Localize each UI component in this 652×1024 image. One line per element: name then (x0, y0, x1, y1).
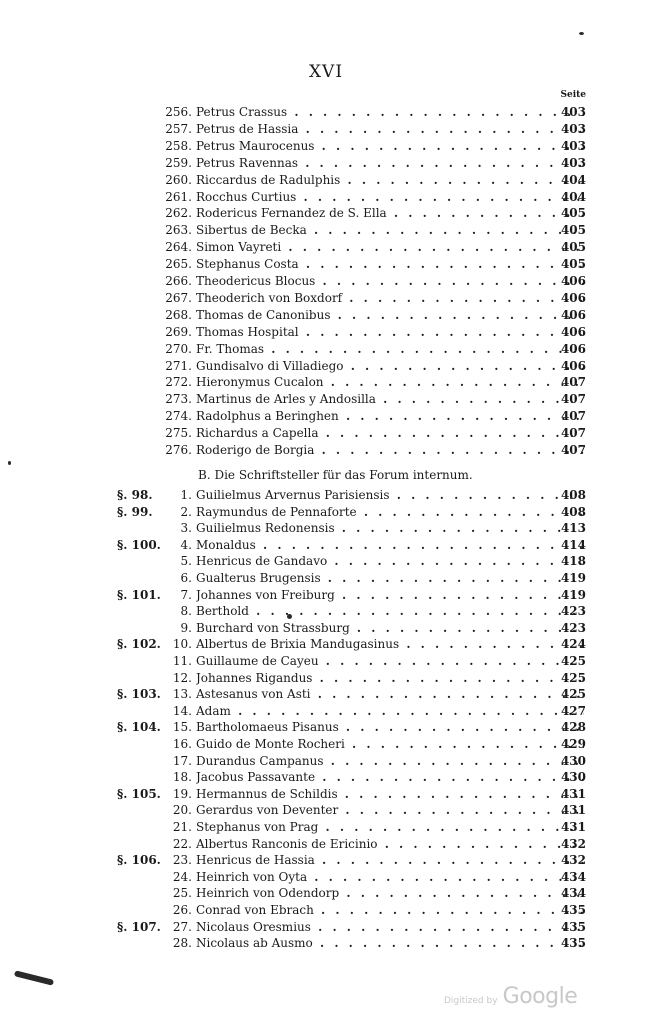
author-name: Stephanus von Prag . . . (196, 819, 584, 836)
author-name: Petrus de Hassia . . . (196, 121, 584, 138)
toc-entry (0, 653, 652, 670)
author-name: Theoderich von Boxdorf . . . (196, 290, 584, 307)
ink-smudge (14, 970, 54, 985)
author-name: Bartholomaeus Pisanus . . . (196, 719, 584, 736)
section-mark: §. 101. (117, 587, 161, 602)
toc-entry (0, 121, 652, 138)
author-name: Heinrich von Odendorp . . . (196, 885, 584, 902)
page-ref: 408 (560, 488, 586, 502)
page-ref: 406 (560, 324, 586, 339)
page-ref: 434 (560, 869, 586, 884)
entry-number: 273. (165, 392, 192, 407)
page-ref: 435 (560, 936, 586, 951)
toc-entry (0, 570, 652, 587)
page-ref: 430 (560, 770, 586, 785)
entry-number: 10. (172, 637, 192, 652)
entry-number: 25. (172, 886, 192, 901)
toc-entry (0, 819, 652, 836)
entry-number: 22. (172, 836, 192, 851)
author-name: Rocchus Curtius . . . (196, 189, 584, 206)
toc-entry (0, 719, 652, 736)
author-name: Johannes von Freiburg . . . (196, 587, 584, 604)
entry-number: 5. (180, 554, 192, 569)
ink-speck (579, 32, 584, 35)
page-ref: 430 (560, 753, 586, 768)
ink-speck (287, 614, 292, 619)
entry-number: 4. (180, 537, 192, 552)
author-name: Albertus Ranconis de Ericinio . . . (196, 836, 584, 853)
author-name: Heinrich von Oyta . . . (196, 869, 584, 886)
page-ref: 406 (560, 307, 586, 322)
page-ref: 407 (560, 409, 586, 424)
toc-entry (0, 686, 652, 703)
entry-number: 12. (172, 670, 192, 685)
page-ref: 407 (560, 443, 586, 457)
author-name: Simon Vayreti . . . (196, 239, 584, 256)
page-ref: 435 (560, 919, 586, 934)
entry-number: 23. (172, 853, 192, 868)
toc-entry (0, 504, 652, 521)
toc-entry (0, 902, 652, 919)
entry-number: 263. (165, 223, 192, 238)
page-ref: 403 (560, 121, 586, 136)
page-ref: 413 (560, 521, 586, 536)
toc-entry (0, 802, 652, 819)
entry-number: 26. (172, 903, 192, 917)
section-heading: B. Die Schriftsteller für das Forum internum. (198, 468, 473, 482)
entry-number: 258. (165, 138, 192, 153)
page-ref: 405 (560, 240, 586, 255)
toc-entry (0, 155, 652, 172)
page-ref: 423 (560, 604, 586, 619)
page-ref: 407 (560, 392, 586, 407)
entry-number: 259. (165, 155, 192, 170)
section-mark: §. 106. (117, 853, 161, 868)
toc-entry (0, 553, 652, 570)
entry-number: 7. (180, 587, 192, 602)
entry-number: 27. (172, 919, 192, 934)
page-ref: 406 (560, 358, 586, 373)
page-ref: 414 (560, 537, 586, 552)
toc-entry (0, 537, 652, 554)
entry-number: 16. (172, 737, 192, 751)
watermark-prefix: Digitized by (444, 996, 498, 1006)
page-ref: 406 (560, 290, 586, 305)
page-ref: 431 (560, 786, 586, 801)
author-name: Hieronymus Cucalon . . . (196, 374, 584, 391)
entry-number: 2. (180, 504, 192, 519)
page-ref: 407 (560, 426, 586, 441)
entry-number: 276. (165, 443, 192, 457)
toc-entry (0, 172, 652, 189)
page-ref: 406 (560, 274, 586, 288)
section-mark: §. 104. (117, 720, 161, 735)
toc-entry (0, 290, 652, 307)
author-name: Gualterus Brugensis . . . (196, 570, 584, 587)
page-ref: 405 (560, 257, 586, 272)
toc-entry (0, 104, 652, 121)
page-ref: 423 (560, 620, 586, 635)
toc-entry (0, 341, 652, 358)
author-name: Henricus de Hassia . . . (196, 852, 584, 869)
page-ref: 427 (560, 703, 586, 718)
toc-entry (0, 256, 652, 273)
toc-entry (0, 442, 652, 459)
toc-entry (0, 636, 652, 653)
entry-number: 274. (165, 409, 192, 424)
entry-number: 13. (172, 687, 192, 702)
entry-number: 28. (172, 936, 192, 951)
author-name: Fr. Thomas . . . (196, 341, 584, 358)
entry-number: 264. (165, 240, 192, 255)
toc-entry (0, 620, 652, 637)
entry-number: 269. (165, 324, 192, 339)
toc-entry (0, 587, 652, 604)
entry-number: 268. (165, 307, 192, 322)
page-ref: 432 (560, 836, 586, 851)
entry-number: 260. (165, 172, 192, 187)
author-name: Richardus a Capella . . . (196, 425, 584, 442)
entry-number: 15. (172, 720, 192, 735)
toc-entry (0, 273, 652, 290)
toc-entry (0, 703, 652, 720)
entry-number: 17. (172, 753, 192, 768)
toc-entry (0, 222, 652, 239)
page-ref: 406 (560, 341, 586, 356)
google-logo: Google (502, 984, 578, 1009)
section-mark: §. 99. (117, 504, 153, 519)
toc-entry (0, 753, 652, 770)
author-name: Thomas de Canonibus . . . (196, 307, 584, 324)
toc-entry (0, 520, 652, 537)
author-name: Berthold . . . (196, 603, 584, 620)
author-name: Martinus de Arles y Andosilla . . . (196, 391, 584, 408)
page-ref: 431 (560, 820, 586, 834)
section-mark: §. 100. (117, 537, 161, 552)
author-name: Durandus Campanus . . . (196, 753, 584, 770)
page-ref: 419 (560, 571, 586, 585)
toc-entry (0, 603, 652, 620)
author-name: Burchard von Strassburg . . . (196, 620, 584, 637)
toc-entry (0, 307, 652, 324)
page-ref: 435 (560, 903, 586, 917)
page-ref: 429 (560, 737, 586, 751)
entry-number: 24. (172, 869, 192, 884)
entry-number: 3. (180, 521, 192, 536)
page-ref: 425 (560, 654, 586, 668)
author-name: Monaldus . . . (196, 537, 584, 554)
entry-number: 1. (180, 488, 192, 502)
author-name: Johannes Rigandus . . . (196, 670, 584, 687)
entry-number: 270. (165, 341, 192, 356)
toc-entry (0, 786, 652, 803)
author-name: Conrad von Ebrach . . . (196, 902, 584, 919)
entry-number: 272. (165, 375, 192, 390)
page-ref: 428 (560, 720, 586, 735)
author-name: Stephanus Costa . . . (196, 256, 584, 273)
author-name: Radolphus a Beringhen . . . (196, 408, 584, 425)
entry-number: 265. (165, 257, 192, 272)
toc-entry (0, 324, 652, 341)
author-name: Raymundus de Pennaforte . . . (196, 504, 584, 521)
author-name: Henricus de Gandavo . . . (196, 553, 584, 570)
entry-number: 6. (180, 571, 192, 585)
digitized-by-google-watermark (444, 984, 577, 1009)
page-ref: 404 (560, 172, 586, 187)
toc-entry (0, 935, 652, 952)
entry-number: 14. (172, 703, 192, 718)
section-mark: §. 107. (117, 919, 161, 934)
author-name: Petrus Crassus . . . (196, 104, 584, 121)
page-ref: 424 (560, 637, 586, 652)
page-ref: 419 (560, 587, 586, 602)
toc-entry (0, 836, 652, 853)
author-name: Gundisalvo di Villadiego . . . (196, 358, 584, 375)
page-ref: 404 (560, 189, 586, 204)
author-name: Riccardus de Radulphis . . . (196, 172, 584, 189)
entry-number: 266. (165, 274, 192, 288)
toc-entry (0, 408, 652, 425)
entry-number: 275. (165, 426, 192, 441)
entry-number: 19. (172, 786, 192, 801)
entry-number: 9. (180, 620, 192, 635)
page-ref: 431 (560, 803, 586, 818)
ink-speck (8, 461, 11, 465)
author-name: Hermannus de Schildis . . . (196, 786, 584, 803)
author-name: Guilielmus Redonensis . . . (196, 520, 584, 537)
section-mark: §. 102. (117, 637, 161, 652)
author-name: Nicolaus ab Ausmo . . . (196, 935, 584, 952)
section-mark: §. 105. (117, 786, 161, 801)
page-ref: 418 (560, 554, 586, 569)
toc-entry (0, 869, 652, 886)
page-ref: 403 (560, 155, 586, 170)
page-ref: 403 (560, 105, 586, 119)
entry-number: 20. (172, 803, 192, 818)
author-name: Guilielmus Arvernus Parisiensis . . . (196, 487, 584, 504)
entry-number: 257. (165, 121, 192, 136)
author-name: Sibertus de Becka . . . (196, 222, 584, 239)
entry-number: 18. (172, 770, 192, 785)
page-ref: 432 (560, 853, 586, 868)
entry-number: 8. (180, 604, 192, 619)
page-ref: 434 (560, 886, 586, 901)
toc-entry (0, 189, 652, 206)
entry-number: 267. (165, 290, 192, 305)
page-ref: 405 (560, 223, 586, 238)
author-name: Guillaume de Cayeu . . . (196, 653, 584, 670)
entry-number: 256. (165, 105, 192, 119)
toc-entry (0, 391, 652, 408)
toc-entry (0, 670, 652, 687)
entry-number: 21. (172, 820, 192, 834)
author-name: Nicolaus Oresmius . . . (196, 919, 584, 936)
toc-entry (0, 358, 652, 375)
column-header-page: Seite (560, 90, 586, 100)
page-ref: 408 (560, 504, 586, 519)
section-mark: §. 103. (117, 687, 161, 702)
toc-entry (0, 852, 652, 869)
entry-number: 11. (172, 654, 192, 668)
toc-entry (0, 885, 652, 902)
toc-entry (0, 138, 652, 155)
author-name: Thomas Hospital . . . (196, 324, 584, 341)
toc-entry (0, 425, 652, 442)
author-name: Jacobus Passavante . . . (196, 769, 584, 786)
page-ref: 425 (560, 687, 586, 702)
toc-entry (0, 374, 652, 391)
toc-entry (0, 239, 652, 256)
author-name: Adam . . . (196, 703, 584, 720)
author-name: Guido de Monte Rocheri . . . (196, 736, 584, 753)
page-ref: 407 (560, 375, 586, 390)
author-name: Gerardus von Deventer . . . (196, 802, 584, 819)
toc-entry (0, 769, 652, 786)
section-mark: §. 98. (117, 488, 153, 502)
toc-entry (0, 487, 652, 504)
author-name: Albertus de Brixia Mandugasinus . . . (196, 636, 584, 653)
entry-number: 261. (165, 189, 192, 204)
author-name: Theodericus Blocus . . . (196, 273, 584, 290)
page-ref: 403 (560, 138, 586, 153)
author-name: Astesanus von Asti . . . (196, 686, 584, 703)
author-name: Petrus Ravennas . . . (196, 155, 584, 172)
page-ref: 425 (560, 670, 586, 685)
entry-number: 271. (165, 358, 192, 373)
page-number: XVI (308, 62, 344, 82)
page-ref: 405 (560, 206, 586, 221)
author-name: Rodericus Fernandez de S. Ella . . . (196, 205, 584, 222)
toc-entry (0, 736, 652, 753)
author-name: Roderigo de Borgia . . . (196, 442, 584, 459)
author-name: Petrus Maurocenus . . . (196, 138, 584, 155)
entry-number: 262. (165, 206, 192, 221)
toc-entry (0, 205, 652, 222)
toc-entry (0, 919, 652, 936)
